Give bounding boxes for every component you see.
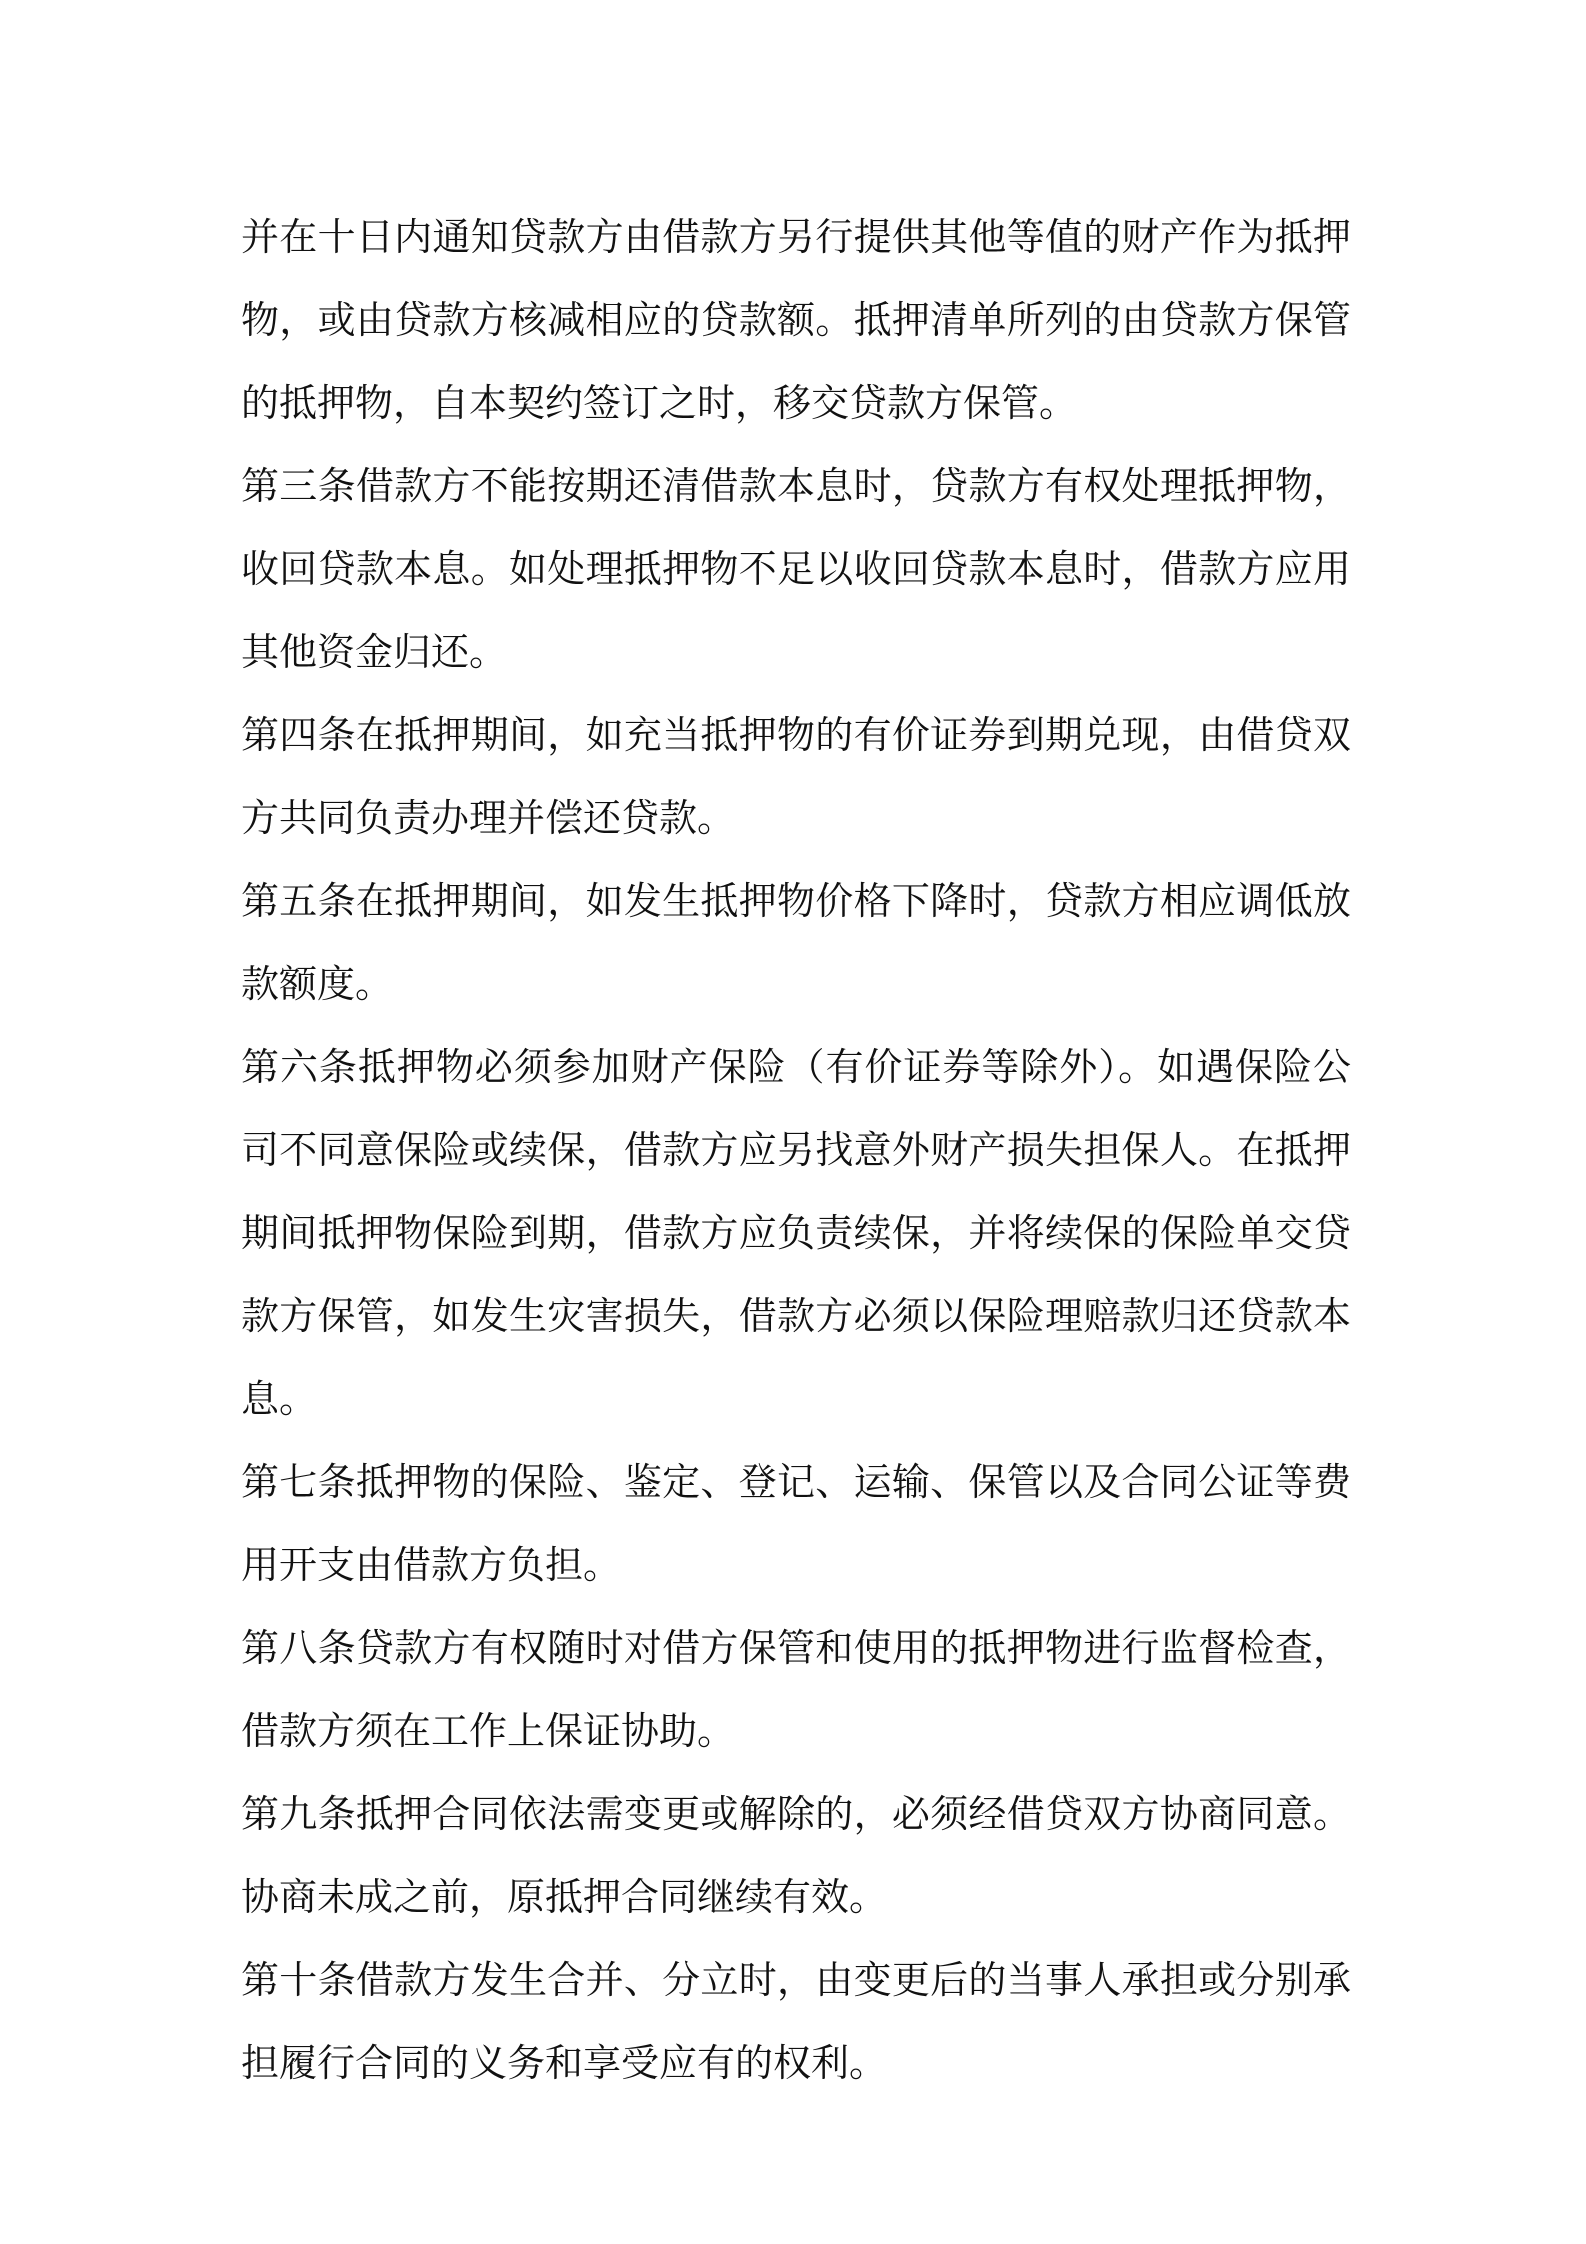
article-9: 第九条抵押合同依法需变更或解除的，必须经借贷双方协商同意。协商未成之前，原抵押合同继续有效。 [241, 1792, 1351, 1919]
article-6: 第六条抵押物必须参加财产保险（有价证券等除外）。如遇保险公司不同意保险或续保，借款方应另找意外财产损失担保人。在抵押期间抵押物保险到期，借款方应负责续保，并将续保的保险单交贷款方保管，如发生灾害损失，借款方必须以保险理赔款归还贷款本息。 [241, 1045, 1351, 1421]
contract-body [241, 196, 1351, 2105]
article-7: 第七条抵押物的保险、鉴定、登记、运输、保管以及合同公证等费用开支由借款方负担。 [241, 1460, 1351, 1587]
paragraph-continuation: 并在十日内通知贷款方由借款方另行提供其他等值的财产作为抵押物，或由贷款方核减相应的贷款额。抵押清单所列的由贷款方保管的抵押物，自本契约签订之时，移交贷款方保管。 [241, 215, 1351, 425]
article-3: 第三条借款方不能按期还清借款本息时，贷款方有权处理抵押物，收回贷款本息。如处理抵押物不足以收回贷款本息时，借款方应用其他资金归还。 [241, 464, 1351, 674]
article-5: 第五条在抵押期间，如发生抵押物价格下降时，贷款方相应调低放款额度。 [241, 879, 1351, 1006]
article-10: 第十条借款方发生合并、分立时，由变更后的当事人承担或分别承担履行合同的义务和享受应有的权利。 [241, 1958, 1351, 2085]
article-8: 第八条贷款方有权随时对借方保管和使用的抵押物进行监督检查，借款方须在工作上保证协助。 [241, 1626, 1351, 1753]
article-4: 第四条在抵押期间，如充当抵押物的有价证券到期兑现，由借贷双方共同负责办理并偿还贷款。 [241, 713, 1351, 840]
